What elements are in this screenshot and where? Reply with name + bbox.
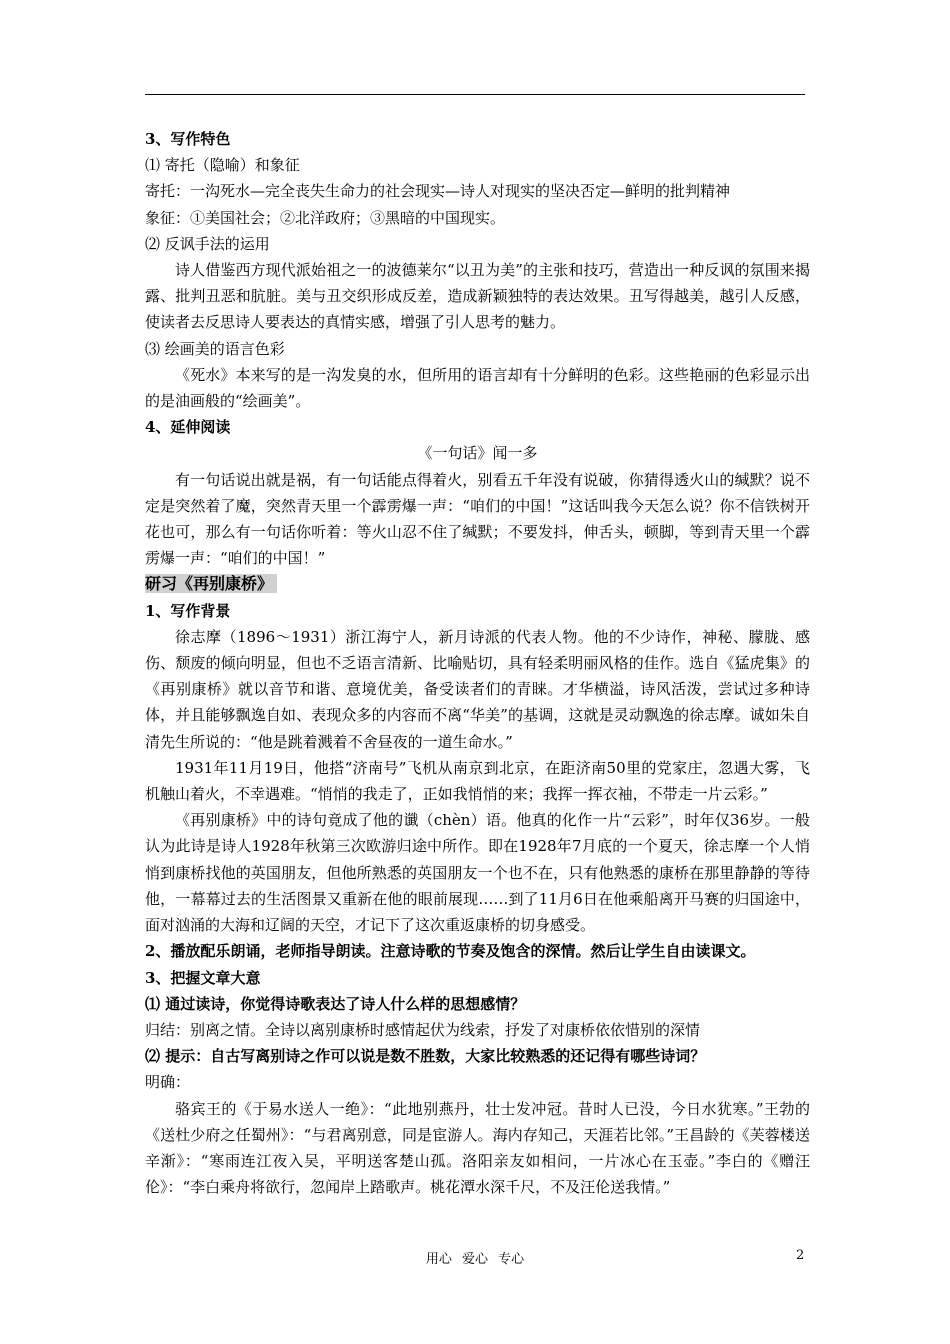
answer-1: 归结：别离之情。全诗以离别康桥时感情起伏为线索，抒发了对康桥依依惜别的深情 — [145, 1020, 701, 1039]
footer-motto: 用心 爱心 专心 — [425, 1252, 525, 1267]
question-2: ⑵ 提示：自古写离别诗之作可以说是数不胜数，大家比较熟悉的还记得有哪些诗词？ — [145, 1047, 706, 1066]
heading-main-idea: 3、把握文章大意 — [145, 968, 261, 987]
line-allegory: 寄托：一沟死水—完全丧失生命力的社会现实—诗人对现实的坚决否定—鲜明的批判精神 — [145, 182, 731, 201]
page-number: 2 — [796, 1248, 805, 1263]
section-title-text: 研习《再别康桥》 — [145, 574, 277, 593]
question-1: ⑴ 通过读诗，你觉得诗歌表达了诗人什么样的思想感情？ — [145, 994, 526, 1013]
paragraph-xu-death: 1931年11月19日，他搭“济南号”飞机从南京到北京，在距济南50里的党家庄，忽遇大雾，飞机触山着火，不幸遇难。“悄悄的我走了，正如我悄悄的来；我挥一挥衣袖，不带走一片云彩。” — [145, 758, 810, 804]
paragraph-painting-beauty: 《死水》本来写的是一沟发臭的水，但所用的语言却有十分鲜明的色彩。这些艳丽的色彩显示出的是油画般的“绘画美”。 — [145, 365, 810, 411]
paragraph-xu-intro: 徐志摩（1896～1931）浙江海宁人，新月诗派的代表人物。他的不少诗作，神秘、朦胧、感伤、颓废的倾向明显，但也不乏语言清新、比喻贴切，具有轻柔明丽风格的佳作。选自《猛虎集》的《再别康桥》就以音节和谐、意境优美，备受读者们的青睐。才华横溢，诗风活泼，尝试过多种诗体，并且能够飘逸自如、表现众多的内容而不离“华美”的基调，这就是灵动飘逸的徐志摩。诚如朱自清先生所说的：“他是跳着溅着不舍昼夜的一道生命水。” — [145, 627, 810, 751]
heading-writing-features: 3、写作特色 — [145, 130, 231, 148]
subheading-painting-beauty: ⑶ 绘画美的语言色彩 — [145, 339, 285, 358]
paragraph-farewell-poems: 骆宾王的《于易水送人一绝》：“此地别燕丹，壮士发冲冠。昔时人已没，今日水犹寒。”王勃的《送杜少府之任蜀州》：“与君离别意，同是宦游人。海内存知己，天涯若比邻。”王昌龄的《芙蓉楼送辛渐》：“寒雨连江夜入吴，平明送客楚山孤。洛阳亲友如相问，一片冰心在玉壶。”李白的《赠汪伦》：“李白乘舟将欲行，忽闻岸上踏歌声。桃花潭水深千尺，不及汪伦送我情。” — [145, 1099, 810, 1197]
heading-recitation: 2、播放配乐朗诵，老师指导朗读。注意诗歌的节奏及饱含的深情。然后让学生自由读课文。 — [145, 942, 756, 961]
document-body — [145, 126, 810, 1200]
label-clarify: 明确： — [145, 1073, 191, 1092]
subheading-irony: ⑵ 反讽手法的运用 — [145, 234, 270, 253]
paragraph-poem: 有一句话说出就是祸，有一句话能点得着火，别看五千年没有说破，你猜得透火山的缄默？说不定是突然着了魔，突然青天里一个霹雳爆一声：“咱们的中国！”这话叫我今天怎么说？你不信铁树开花也可，那么有一句话你听着：等火山忍不住了缄默；不要发抖，伸舌头，顿脚，等到青天里一个霹雳爆一声：“咱们的中国！” — [145, 470, 810, 568]
section-title — [145, 571, 810, 597]
line-symbol: 象征：①美国社会；②北洋政府；③黑暗的中国现实。 — [145, 208, 506, 227]
header-rule — [145, 94, 805, 95]
heading-extended-reading: 4、延伸阅读 — [145, 418, 231, 437]
paragraph-irony: 诗人借鉴西方现代派始祖之一的波德莱尔“以丑为美”的主张和技巧，营造出一种反讽的氛围来揭露、批判丑恶和肮脏。美与丑交织形成反差，造成新颖独特的表达效果。丑写得越美，越引人反感，使读者去反思诗人要表达的真情实感，增强了引人思考的魅力。 — [145, 261, 810, 332]
poem-title: 《一句话》闻一多 — [417, 444, 538, 463]
heading-background: 1、写作背景 — [145, 601, 231, 620]
subheading-allegory-symbol: ⑴ 寄托（隐喻）和象征 — [145, 156, 300, 175]
paragraph-xu-poem: 《再别康桥》中的诗句竟成了他的谶（chèn）语。他真的化作一片“云彩”，时年仅36岁。一般认为此诗是诗人1928年秋第三次欧游归途中所作。即在1928年7月底的一个夏天，徐志摩一个人悄悄到康桥找他的英国朋友，但他所熟悉的英国朋友一个也不在，只有他熟悉的康桥在那里静静的等待他，一幕幕过去的生活图景又重新在他的眼前展现……到了11月6日在他乘船离开马赛的归国途中，面对汹涌的大海和辽阔的天空，才记下了这次重返康桥的切身感受。 — [145, 811, 810, 935]
